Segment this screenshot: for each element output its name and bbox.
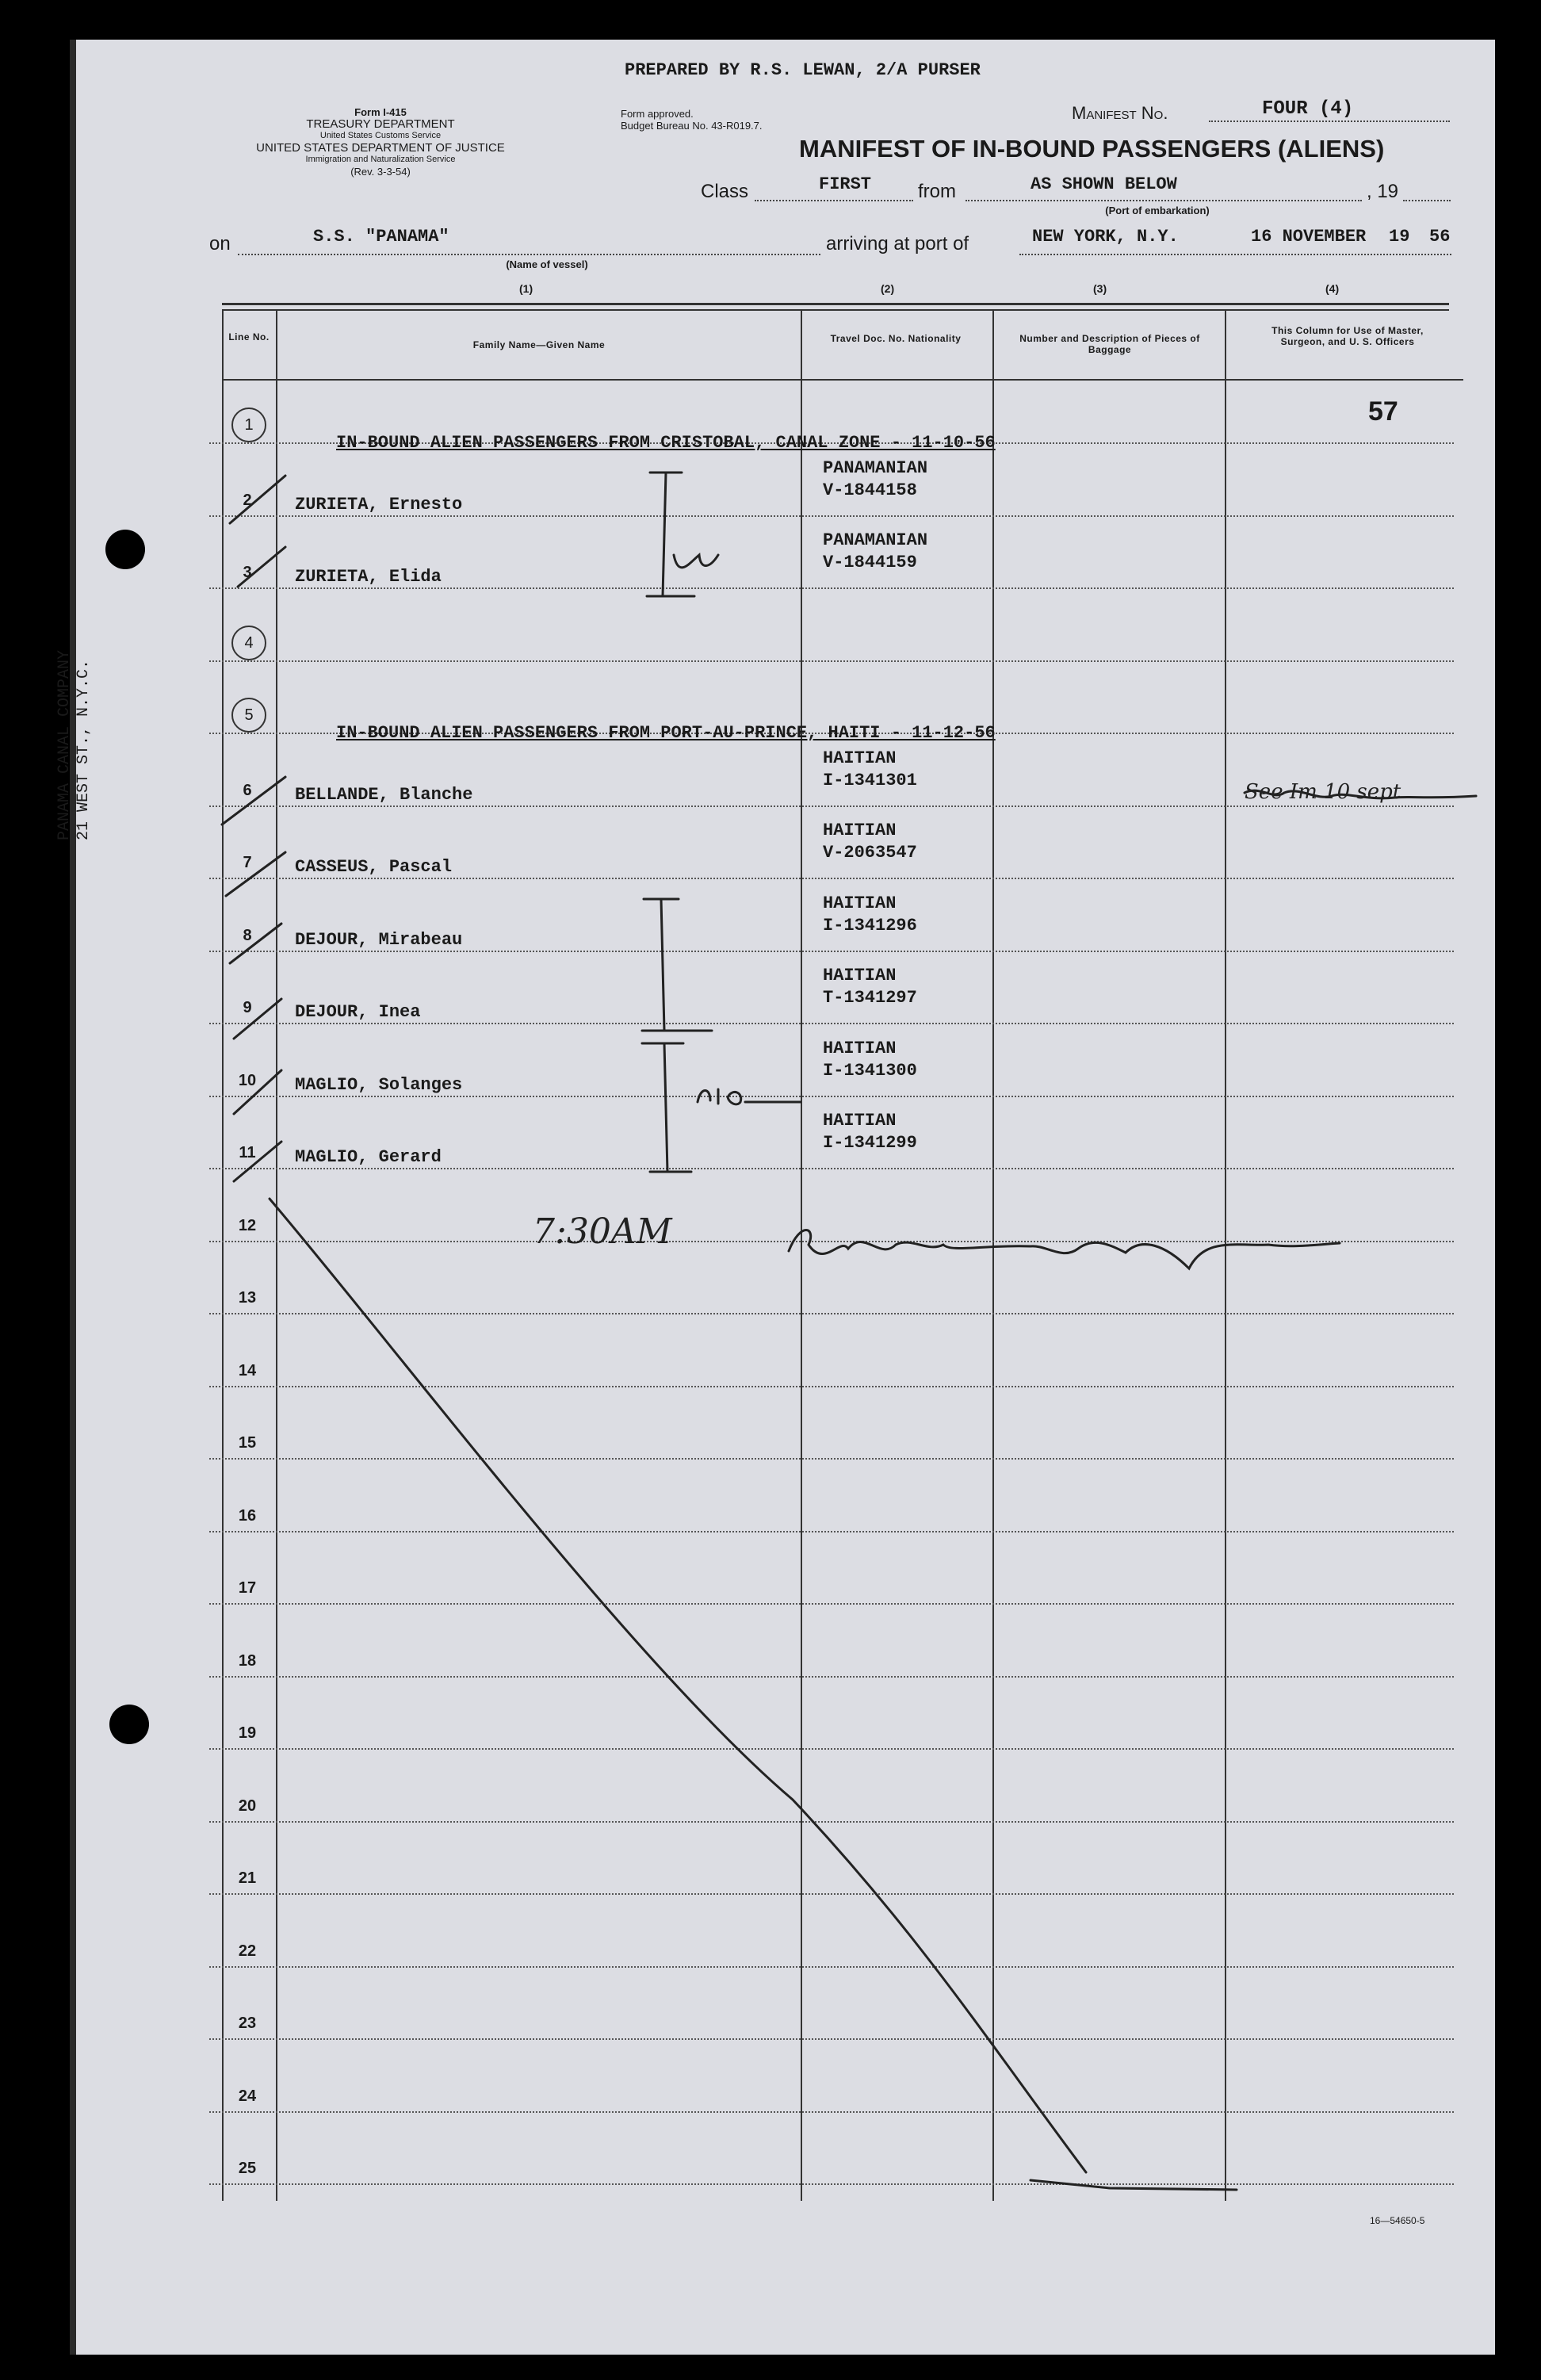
line-number: 4 <box>231 626 266 660</box>
line-number: 16 <box>238 1506 257 1525</box>
column-number-4: (4) <box>1325 282 1340 295</box>
line-number: 9 <box>243 999 252 1016</box>
tick-line-11 <box>234 1142 281 1181</box>
header-name: Family Name—Given Name <box>472 339 606 350</box>
tick-line-8 <box>230 924 281 963</box>
line-number: 15 <box>238 1434 257 1452</box>
vessel-value: S.S. "PANAMA" <box>313 227 449 247</box>
line-number: 20 <box>238 1796 257 1815</box>
passenger-nationality: HAITIAN <box>823 1038 897 1058</box>
line-number: 11 <box>239 1144 256 1161</box>
tick-line-3 <box>238 547 285 587</box>
passenger-travel-doc: I-1341296 <box>823 915 917 936</box>
line-number: 17 <box>238 1579 257 1597</box>
line-number: 24 <box>238 2087 257 2105</box>
line-number: 22 <box>238 1942 257 1960</box>
line-number: 23 <box>238 2015 257 2032</box>
line-number: 3 <box>243 564 252 581</box>
passenger-nationality: HAITIAN <box>823 966 897 985</box>
year-label: , 19 <box>1367 181 1399 202</box>
line-number: 10 <box>238 1071 257 1089</box>
passenger-name: DEJOUR, Inea <box>295 1002 421 1022</box>
line-number: 7 <box>243 854 252 871</box>
ins-service: Immigration and Naturalization Service <box>305 155 456 164</box>
manifest-no-label: Manifest No. <box>1072 103 1168 123</box>
arriving-label: arriving at port of <box>826 233 969 254</box>
line-number: 13 <box>238 1289 257 1307</box>
side-stamp-line2: 21 WEST ST., N.Y.C. <box>75 659 93 840</box>
passenger-nationality: HAITIAN <box>823 821 897 840</box>
class-label: Class <box>701 181 749 202</box>
column-number-3: (3) <box>1093 282 1107 295</box>
passenger-nationality: PANAMANIAN <box>823 457 928 478</box>
manifest-title: MANIFEST OF IN-BOUND PASSENGERS (ALIENS) <box>799 135 1385 163</box>
passenger-nationality: HAITIAN <box>823 1111 897 1131</box>
line-number: 14 <box>238 1361 257 1379</box>
passenger-travel-doc: T-1341297 <box>823 988 917 1008</box>
line-number: 2 <box>243 491 252 509</box>
tick-line-9 <box>234 999 281 1039</box>
line-number: 21 <box>238 1869 257 1887</box>
passenger-name: MAGLIO, Solanges <box>295 1074 463 1095</box>
passenger-name: ZURIETA, Elida <box>295 567 442 587</box>
arrival-year-prefix: 19 <box>1389 227 1410 247</box>
arrival-date: 16 NOVEMBER <box>1251 227 1367 247</box>
tick-line-10 <box>234 1070 281 1114</box>
passenger-name: BELLANDE, Blanche <box>295 784 473 805</box>
line-number: 18 <box>238 1651 257 1670</box>
footer-code: 16—54650-5 <box>1370 2215 1425 2226</box>
header-officers: This Column for Use of Master, Surgeon, and U. S. Officers <box>1271 325 1424 347</box>
banner-cristobal: IN-BOUND ALIEN PASSENGERS FROM CRISTOBAL, CANAL ZONE - 11-10-56 <box>336 433 996 453</box>
passenger-name: ZURIETA, Ernesto <box>295 494 463 515</box>
passenger-nationality: PANAMANIAN <box>823 530 928 550</box>
cancel-slash <box>270 1199 1237 2190</box>
passenger-name: DEJOUR, Mirabeau <box>295 929 463 950</box>
line-number: 25 <box>238 2160 257 2177</box>
arrival-port: NEW YORK, N.Y. <box>1032 227 1179 247</box>
approval-line1: Form approved. <box>621 108 694 120</box>
bracket-zurieta <box>647 473 718 596</box>
customs-service: United States Customs Service <box>319 131 442 140</box>
header-baggage: Number and Description of Pieces of Baggage <box>1019 333 1200 355</box>
side-stamp-line1: PANAMA CANAL COMPANY <box>55 649 74 840</box>
banner-port-au-prince: IN-BOUND ALIEN PASSENGERS FROM PORT-AU-PRINCE, HAITI - 11-12-56 <box>336 723 996 743</box>
approval-line2: Budget Bureau No. 43-R019.7. <box>621 120 763 132</box>
passenger-travel-doc: V-1844158 <box>823 480 917 500</box>
vessel-caption: (Name of vessel) <box>506 258 588 270</box>
header-travel-doc: Travel Doc. No. Nationality <box>830 333 962 344</box>
form-number: Form I-415 <box>354 106 407 118</box>
tick-line-6 <box>222 777 285 825</box>
tick-line-2 <box>230 476 285 523</box>
from-value: AS SHOWN BELOW <box>1031 174 1177 194</box>
column-number-1: (1) <box>519 282 533 295</box>
justice-dept: UNITED STATES DEPARTMENT OF JUSTICE <box>256 141 505 155</box>
bracket-maglio <box>642 1043 691 1172</box>
passenger-travel-doc: I-1341301 <box>823 770 917 790</box>
passenger-name: MAGLIO, Gerard <box>295 1147 442 1167</box>
line-number: 12 <box>238 1216 257 1234</box>
line-number: 19 <box>238 1724 257 1742</box>
line-number: 6 <box>243 781 252 799</box>
manifest-no-value: FOUR (4) <box>1262 98 1354 120</box>
passenger-travel-doc: V-1844159 <box>823 553 917 572</box>
passenger-nationality: HAITIAN <box>823 748 897 768</box>
passenger-travel-doc: I-1341299 <box>823 1133 917 1153</box>
handwritten-remark-line6: See Im 10 sept <box>1245 780 1401 804</box>
line-number: 5 <box>231 698 266 733</box>
treasury-dept: TREASURY DEPARTMENT <box>306 117 455 131</box>
class-value: FIRST <box>819 174 872 194</box>
line-number: 8 <box>243 926 252 944</box>
port-embark-caption: (Port of embarkation) <box>1105 205 1210 216</box>
bracket-dejour <box>642 899 712 1031</box>
prepared-by: PREPARED BY R.S. LEWAN, 2/A PURSER <box>625 60 981 80</box>
line-number: 1 <box>231 408 266 442</box>
passenger-travel-doc: V-2063547 <box>823 843 917 863</box>
sio-mark <box>698 1089 801 1104</box>
header-line-no: Line No. <box>228 331 270 342</box>
handwritten-time: 7:30AM <box>533 1211 672 1252</box>
tick-line-7 <box>226 852 285 896</box>
passenger-travel-doc: I-1341300 <box>823 1060 917 1081</box>
passenger-name: CASSEUS, Pascal <box>295 857 453 877</box>
on-label: on <box>209 233 231 254</box>
form-revision: (Rev. 3-3-54) <box>350 166 411 178</box>
column-number-2: (2) <box>881 282 895 295</box>
passenger-nationality: HAITIAN <box>823 893 897 913</box>
from-label: from <box>918 181 956 202</box>
arrival-year: 56 <box>1429 227 1451 247</box>
page-stamp: 57 <box>1368 396 1398 427</box>
